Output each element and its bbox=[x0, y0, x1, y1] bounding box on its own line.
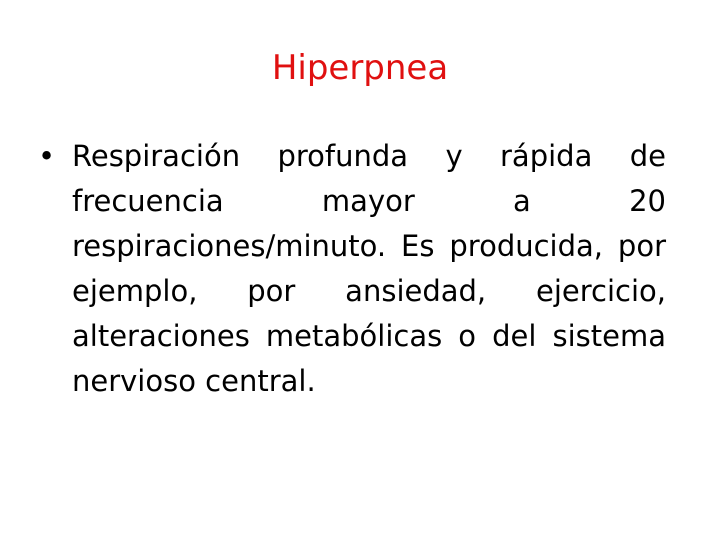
bullet-text: Respiración profunda y rápida de frecuencia mayor a 20 respiraciones/minuto. Es producida, por ejemplo, por ansiedad, ejercicio, alteraciones metabólicas o del sistema nervioso central. bbox=[72, 139, 666, 398]
slide-title: Hiperpnea bbox=[271, 48, 449, 88]
slide-body bbox=[38, 134, 666, 404]
bullet-marker: • bbox=[38, 139, 56, 173]
bullet-item bbox=[38, 134, 666, 404]
